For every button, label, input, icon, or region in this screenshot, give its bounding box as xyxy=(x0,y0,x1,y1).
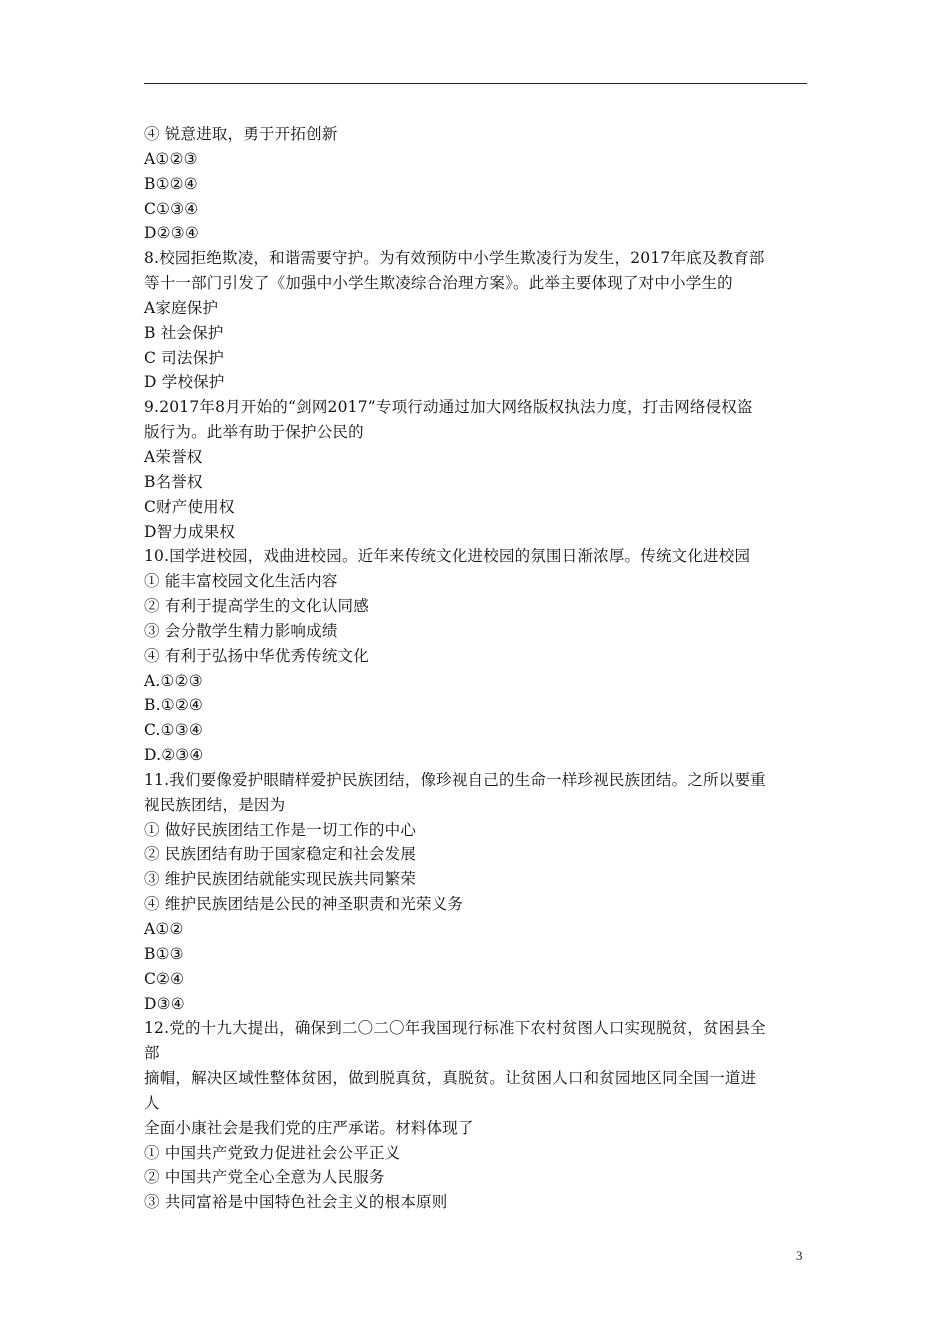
text-line: C①③④ xyxy=(144,199,199,218)
text-line: D.②③④ xyxy=(144,746,204,765)
text-line: ④ 有利于弘扬中华优秀传统文化 xyxy=(144,646,369,665)
text-line: D 学校保护 xyxy=(144,373,225,392)
text-line: ① 能丰富校园文化生活内容 xyxy=(144,572,338,591)
text-line: ③ 共同富裕是中国特色社会主义的根本原则 xyxy=(144,1193,448,1212)
text-line: 部 xyxy=(144,1044,160,1063)
text-line: 全面小康社会是我们党的庄严承诺。材料体现了 xyxy=(144,1118,474,1137)
text-line: C 司法保护 xyxy=(144,348,224,367)
text-line: C②④ xyxy=(144,969,185,988)
text-line: D②③④ xyxy=(144,224,199,243)
text-line: B名誉权 xyxy=(144,472,203,491)
text-line: 视民族团结，是因为 xyxy=(144,795,286,814)
text-line: ① 中国共产党致力促进社会公平正义 xyxy=(144,1143,401,1162)
text-line: 摘帽，解决区域性整体贫困，做到脱真贫，真脱贫。让贫困人口和贫园地区同全国一道进 xyxy=(144,1069,757,1088)
text-line: 版行为。此举有助于保护公民的 xyxy=(144,423,364,442)
text-line: A家庭保护 xyxy=(144,298,219,317)
text-line: ③ 会分散学生精力影响成绩 xyxy=(144,621,338,640)
text-line: 9.2017年8月开始的“剑网2017”专项行动通过加大网络版权执法力度，打击网络侵权盗 xyxy=(144,398,753,417)
text-line: B.①②④ xyxy=(144,696,204,715)
text-line: C财产使用权 xyxy=(144,497,235,516)
text-line: B①②④ xyxy=(144,174,198,193)
document-body xyxy=(144,122,810,1215)
text-line: ② 有利于提高学生的文化认同感 xyxy=(144,597,369,616)
text-line: ② 民族团结有助于国家稳定和社会发展 xyxy=(144,845,417,864)
text-line: ③ 维护民族团结就能实现民族共同繁荣 xyxy=(144,870,417,889)
text-line: A①② xyxy=(144,920,184,938)
text-line: ① 做好民族团结工作是一切工作的中心 xyxy=(144,820,417,839)
text-line: 10.国学进校园，戏曲进校园。近年来传统文化进校园的氛围日渐浓厚。传统文化进校园 xyxy=(144,547,751,566)
text-line: 11.我们要像爱护眼睛样爱护民族团结，像珍视自己的生命一样珍视民族团结。之所以要重 xyxy=(144,770,766,789)
text-line: ④ 锐意进取，勇于开拓创新 xyxy=(144,125,338,143)
text-line: B 社会保护 xyxy=(144,323,224,342)
text-line: D③④ xyxy=(144,994,185,1013)
header-rule xyxy=(144,83,807,84)
text-line: ④ 维护民族团结是公民的神圣职责和光荣义务 xyxy=(144,895,464,914)
text-line: B①③ xyxy=(144,944,184,963)
text-line: 等十一部门引发了《加强中小学生欺凌综合治理方案》。此举主要体现了对中小学生的 xyxy=(144,274,733,293)
text-line: C.①③④ xyxy=(144,721,203,740)
text-line: 12.党的十九大提出，确保到二〇二〇年我国现行标准下农村贫图人口实现脱贫，贫困县全 xyxy=(144,1019,766,1038)
text-line: 8.校园拒绝欺凌，和谐需要守护。为有效预防中小学生欺凌行为发生，2017年底及教育部 xyxy=(144,249,765,268)
text-line: A.①②③ xyxy=(144,671,203,690)
text-line: D智力成果权 xyxy=(144,522,236,541)
text-line: 人 xyxy=(144,1093,160,1112)
text-line: ② 中国共产党全心全意为人民服务 xyxy=(144,1168,385,1187)
text-line: A①②③ xyxy=(144,149,198,168)
text-line: A荣誉权 xyxy=(144,447,203,466)
page-number: 3 xyxy=(796,1248,803,1263)
